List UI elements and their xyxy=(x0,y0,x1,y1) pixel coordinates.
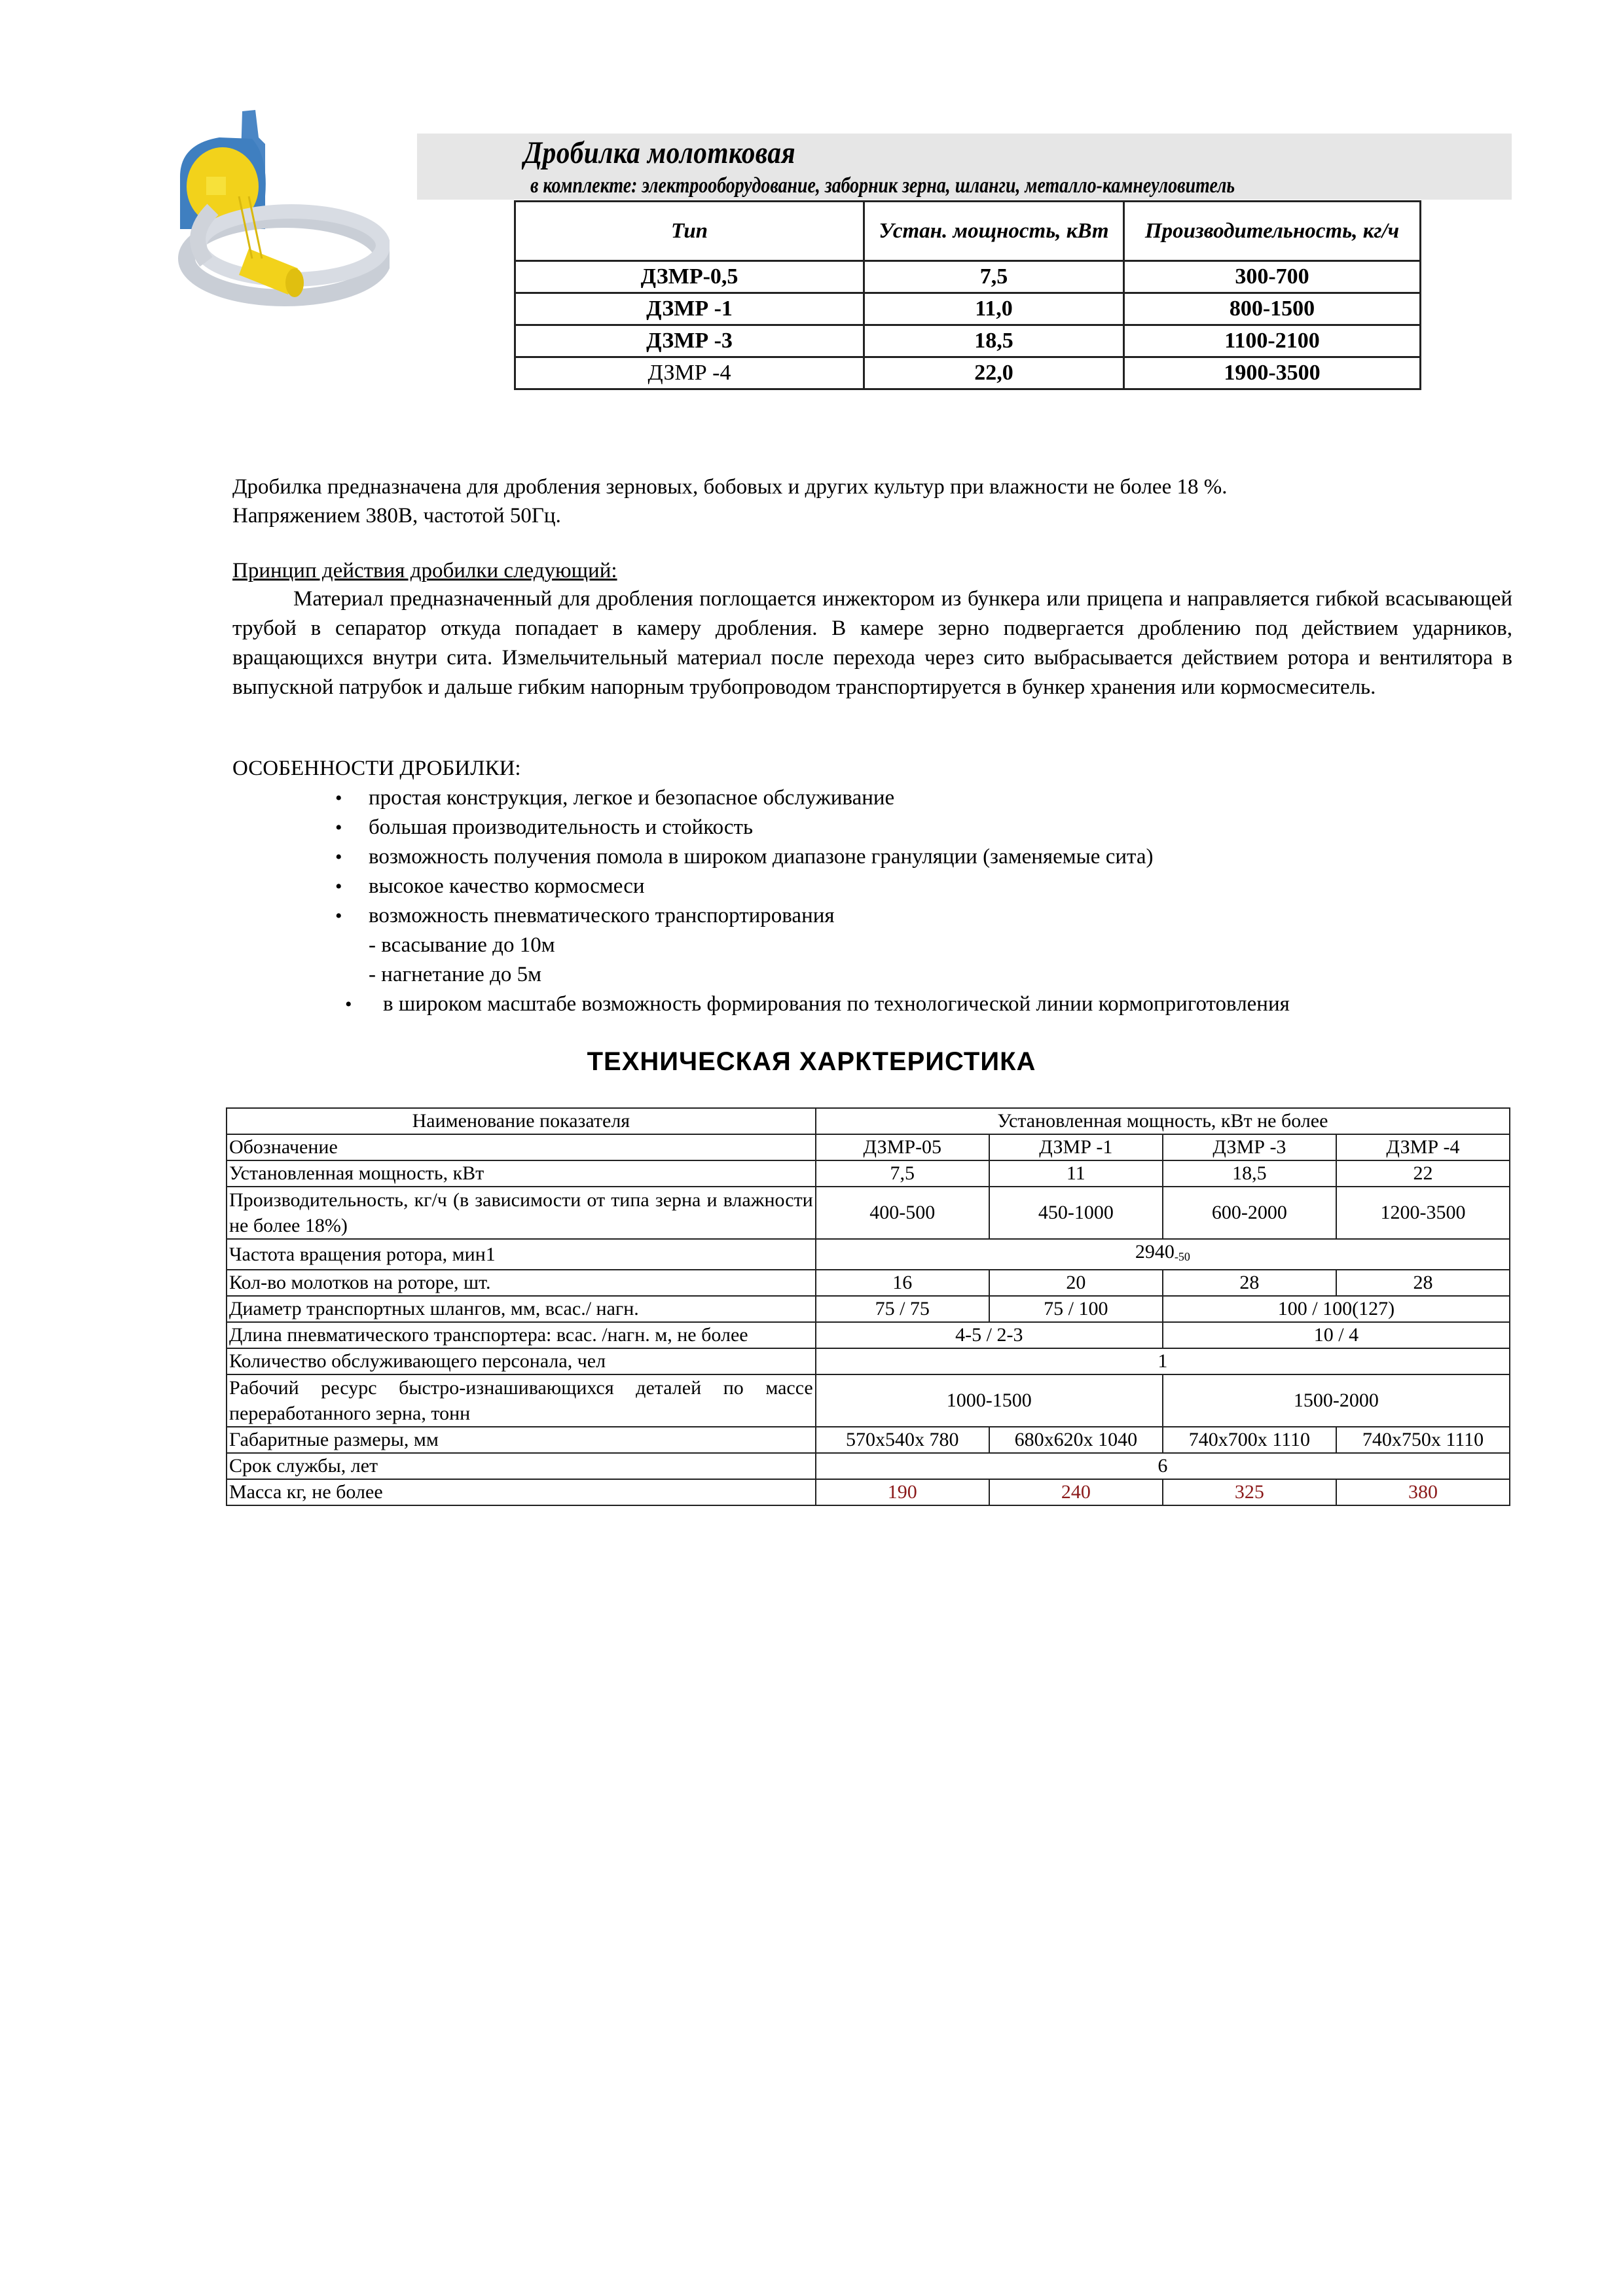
table-row: Частота вращения ротора, мин1 $2940_{-50}$ xyxy=(227,1239,1510,1270)
model-power: 18,5 xyxy=(864,325,1124,357)
tech-heading: ТЕХНИЧЕСКАЯ ХАРКТЕРИСТИКА xyxy=(587,1047,1036,1076)
table-row: Установленная мощность, кВт 7,5 11 18,5 22 xyxy=(227,1160,1510,1187)
table-row: Длина пневматического транспортера: всас. /нагн. м, не более 4-5 / 2-3 10 / 4 xyxy=(227,1322,1510,1348)
model-capacity: 800-1500 xyxy=(1124,293,1421,325)
product-photo xyxy=(160,98,390,314)
model-power: 22,0 xyxy=(864,357,1124,389)
intro-line-2: Напряжением 380В, частотой 50Гц. xyxy=(232,504,561,528)
bullet-icon: • xyxy=(335,846,342,868)
table-row: Производительность, кг/ч (в зависимости от типа зерна и влажности не более 18%) 400-500 450-1000 600-2000 1200-3500 xyxy=(227,1187,1510,1239)
table-row: Рабочий ресурс быстро-изнашивающихся деталей по массе переработанного зерна, тонн 1000-1500 1500-2000 xyxy=(227,1374,1510,1427)
bullet-icon: • xyxy=(345,994,352,1015)
header-parameter: Наименование показателя xyxy=(227,1108,816,1134)
models-table-header xyxy=(515,202,1421,261)
header-models: Установленная мощность, кВт не более xyxy=(816,1108,1510,1134)
models-table xyxy=(514,200,1421,390)
tech-header-row xyxy=(227,1108,1510,1134)
table-row: Количество обслуживающего персонала, чел 1 xyxy=(227,1348,1510,1374)
model-capacity: 1100-2100 xyxy=(1124,325,1421,357)
header-type: Тип xyxy=(515,202,864,261)
bullet-icon: • xyxy=(335,905,342,927)
page-subtitle: в комплекте: электрооборудование, заборник зерна, шланги, металло-камнеуловитель xyxy=(530,173,1235,198)
features-heading: ОСОБЕННОСТИ ДРОБИЛКИ: xyxy=(232,757,521,780)
model-type: ДЗМР -1 xyxy=(515,293,864,325)
table-row: Габаритные размеры, мм 570x540x 780 680x620x 1040 740x700x 1110 740x750x 1110 xyxy=(227,1427,1510,1453)
table-row: Срок службы, лет 6 xyxy=(227,1453,1510,1479)
table-row xyxy=(515,357,1421,389)
principle-heading: Принцип действия дробилки следующий: xyxy=(232,559,617,583)
model-power: 7,5 xyxy=(864,261,1124,293)
header-power: Устан. мощность, кВт xyxy=(864,202,1124,261)
model-type: ДЗМР -4 xyxy=(515,357,864,389)
table-row xyxy=(515,293,1421,325)
bullet-icon: • xyxy=(335,876,342,897)
bullet-icon: • xyxy=(335,817,342,838)
model-capacity: 1900-3500 xyxy=(1124,357,1421,389)
bullet-icon: • xyxy=(335,787,342,809)
table-row: Масса кг, не более 190 240 325 380 xyxy=(227,1479,1510,1505)
table-row: Кол-во молотков на роторе, шт. 16 20 28 28 xyxy=(227,1270,1510,1296)
model-type: ДЗМР-0,5 xyxy=(515,261,864,293)
table-row xyxy=(515,325,1421,357)
model-capacity: 300-700 xyxy=(1124,261,1421,293)
tech-table xyxy=(226,1107,1510,1506)
table-row: Диаметр транспортных шлангов, мм, всас./ нагн. 75 / 75 75 / 100 100 / 100(127) xyxy=(227,1296,1510,1322)
intro-line-1: Дробилка предназначена для дробления зерновых, бобовых и других культур при влажности не более 18 %. xyxy=(232,475,1228,499)
table-row: Обозначение ДЗМР-05 ДЗМР -1 ДЗМР -3 ДЗМР -4 xyxy=(227,1134,1510,1160)
principle-body: Материал предназначенный для дробления поглощается инжектором из бункера или прицепа и направляется гибкой всасывающей трубой в сепаратор откуда попадает в камеру дробления. В камере зерно подвергается дроблению под действием ударников, вращающихся внутри сита. Измельчительный материал после перехода через сито выбрасывается действием ротора и вентилятора в выпускной патрубок и дальше гибким напорным трубопроводом транспортируется в бункер хранения или кормосмеситель. xyxy=(232,587,1512,699)
table-row xyxy=(515,261,1421,293)
model-type: ДЗМР -3 xyxy=(515,325,864,357)
hammer-crusher-image-icon xyxy=(160,98,390,314)
page-title: Дробилка молотковая xyxy=(524,135,796,170)
header-capacity: Производительность, кг/ч xyxy=(1124,202,1421,261)
model-power: 11,0 xyxy=(864,293,1124,325)
